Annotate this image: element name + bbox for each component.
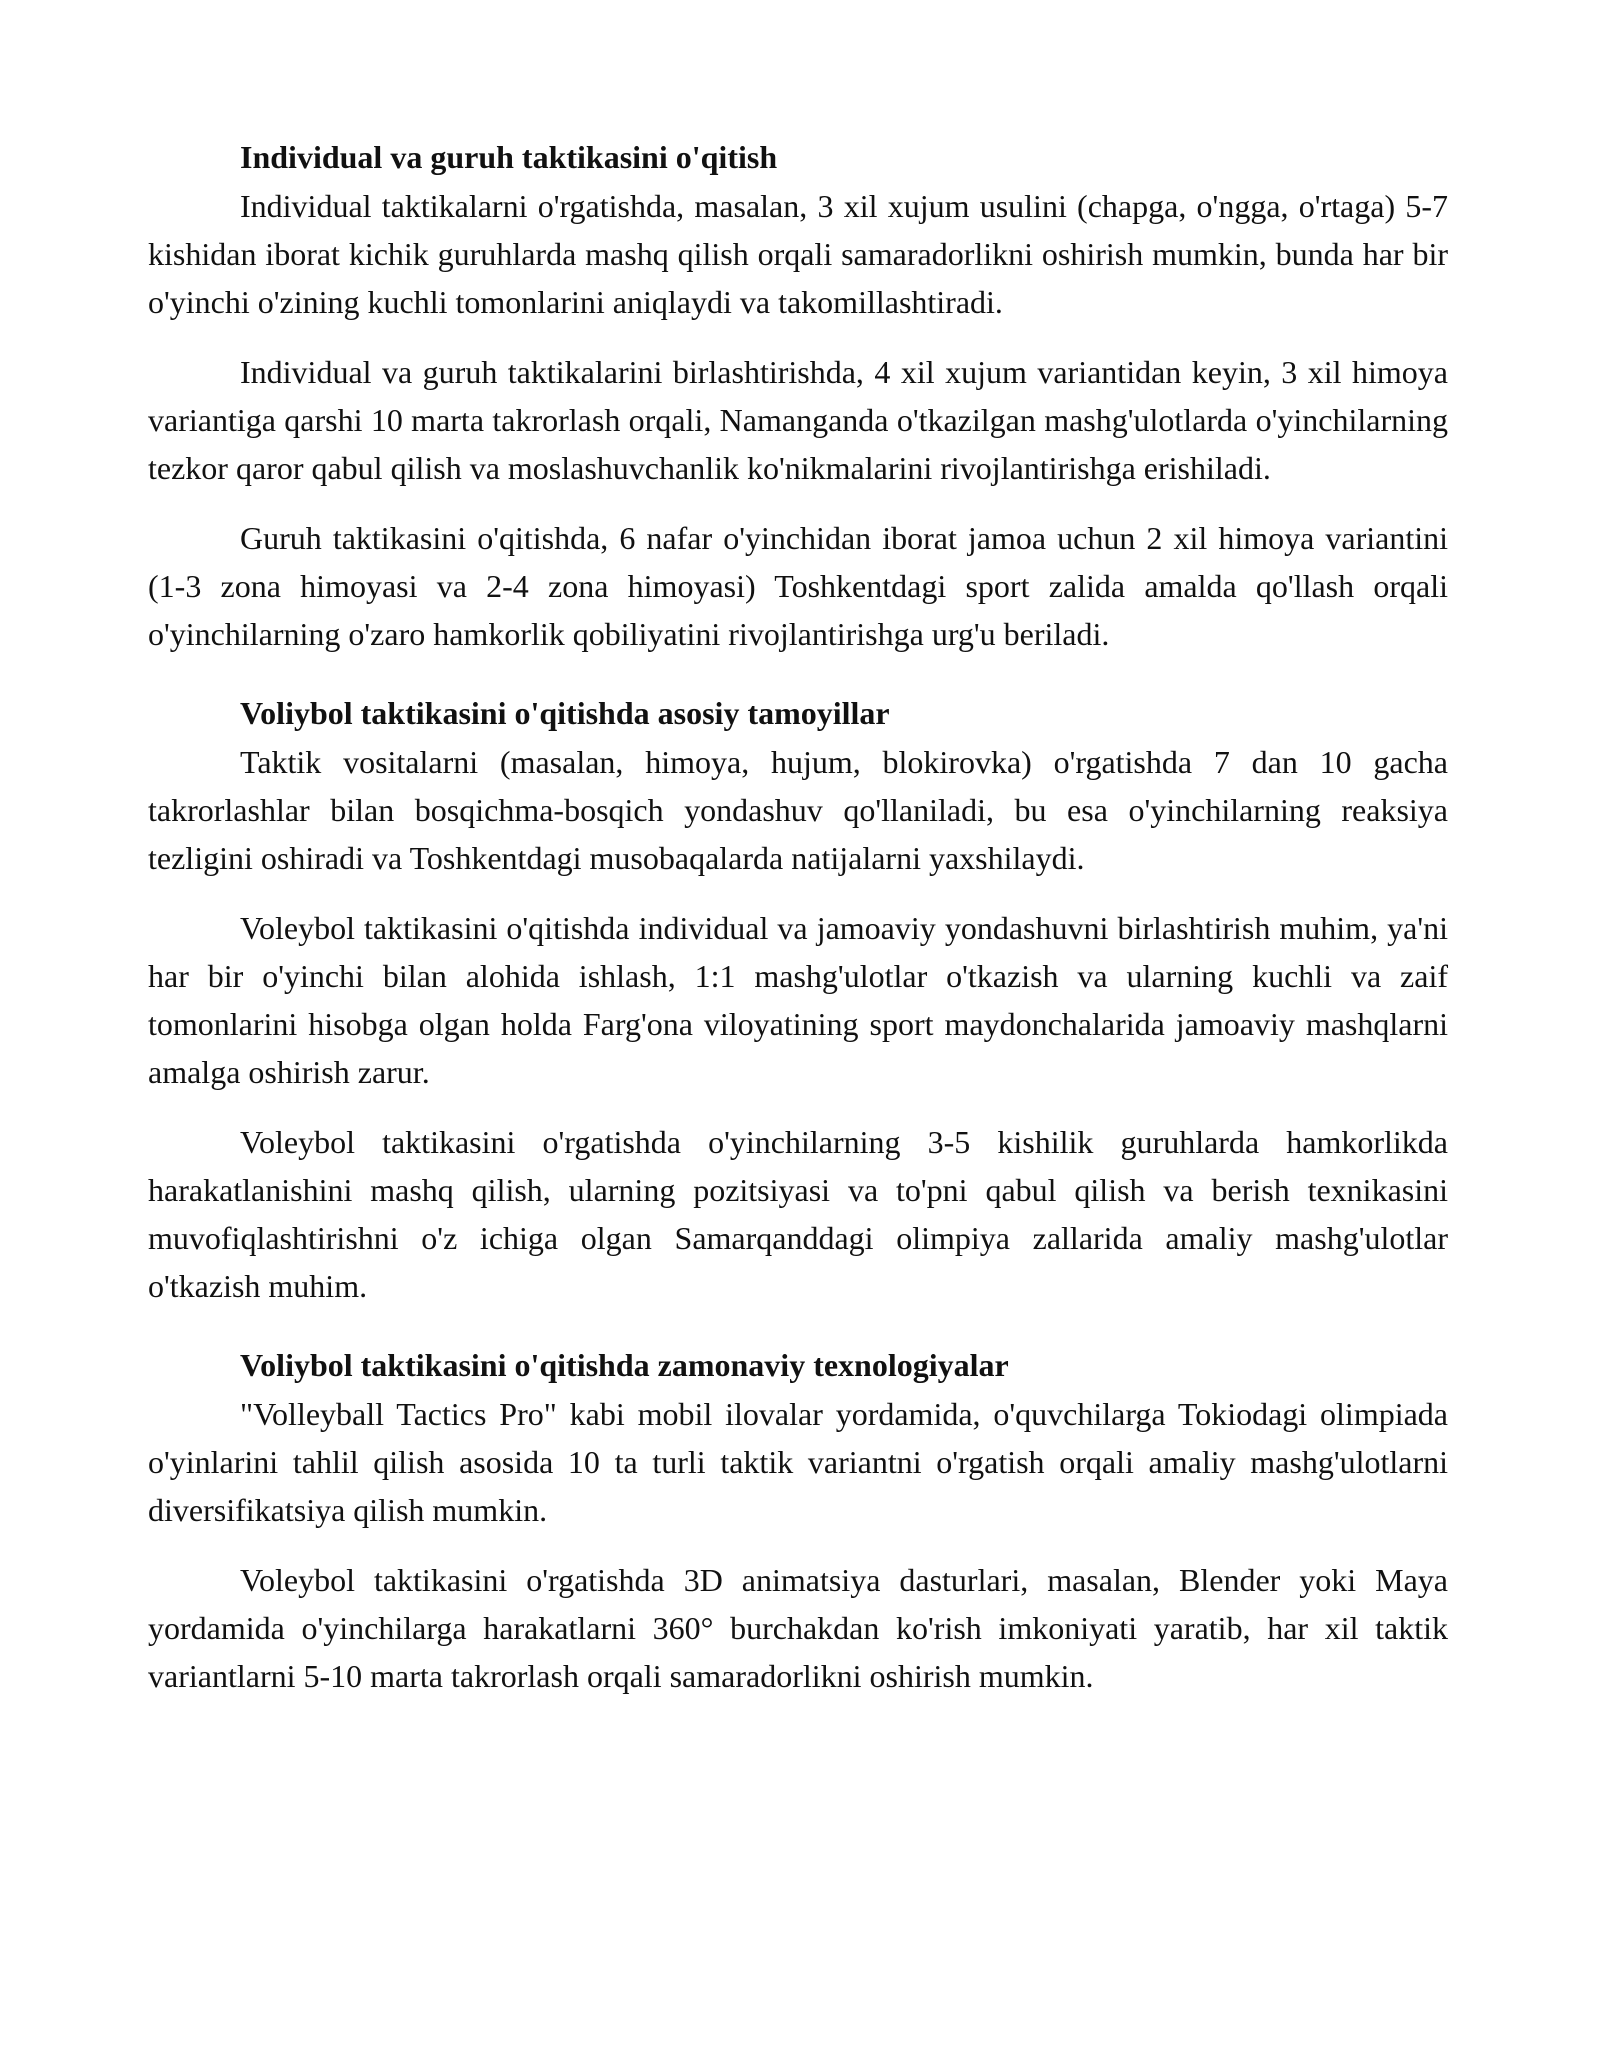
section-heading: Voliybol taktikasini o'qitishda zamonaviy texnologiyalar	[240, 1347, 1009, 1383]
paragraph: Individual taktikalarni o'rgatishda, masalan, 3 xil xujum usulini (chapga, o'ngga, o'rtaga) 5-7 kishidan iborat kichik guruhlarda mashq qilish orqali samaradorlikni oshirish mumkin, bunda har bir o'yinchi o'zining kuchli tomonlarini aniqlaydi va takomillashtiradi.	[148, 188, 1448, 320]
paragraph: "Volleyball Tactics Pro" kabi mobil ilovalar yordamida, o'quvchilarga Tokiodagi olimpiada o'yinlarini tahlil qilish asosida 10 ta turli taktik variantni o'rgatish orqali amaliy mashg'ulotlarni diversifikatsiya qilish mumkin.	[148, 1396, 1448, 1528]
paragraph: Individual va guruh taktikalarini birlashtirishda, 4 xil xujum variantidan keyin, 3 xil himoya variantiga qarshi 10 marta takrorlash orqali, Namanganda o'tkazilgan mashg'ulotlarda o'yinchilarning tezkor qaror qabul qilish va moslashuvchanlik ko'nikmalarini rivojlantirishga erishiladi.	[148, 354, 1448, 486]
paragraph: Guruh taktikasini o'qitishda, 6 nafar o'yinchidan iborat jamoa uchun 2 xil himoya variantini (1-3 zona himoyasi va 2-4 zona himoyasi) Toshkentdagi sport zalida amalda qo'llash orqali o'yinchilarning o'zaro hamkorlik qobiliyatini rivojlantirishga urg'u beriladi.	[148, 520, 1448, 652]
paragraph: Voleybol taktikasini o'rgatishda 3D animatsiya dasturlari, masalan, Blender yoki Maya yordamida o'yinchilarga harakatlarni 360° burchakdan ko'rish imkoniyati yaratib, har xil taktik variantlarni 5-10 marta takrorlash orqali samaradorlikni oshirish mumkin.	[148, 1562, 1448, 1694]
section-heading: Individual va guruh taktikasini o'qitish	[240, 139, 778, 175]
paragraph: Voleybol taktikasini o'qitishda individual va jamoaviy yondashuvni birlashtirish muhim, ya'ni har bir o'yinchi bilan alohida ishlash, 1:1 mashg'ulotlar o'tkazish va ularning kuchli va zaif tomonlarini hisobga olgan holda Farg'ona viloyatining sport maydonchalarida jamoaviy mashqlarni amalga oshirish zarur.	[148, 910, 1448, 1090]
paragraph: Voleybol taktikasini o'rgatishda o'yinchilarning 3-5 kishilik guruhlarda hamkorlikda harakatlanishini mashq qilish, ularning pozitsiyasi va to'pni qabul qilish va berish texnikasini muvofiqlashtirishni o'z ichiga olgan Samarqanddagi olimpiya zallarida amaliy mashg'ulotlar o'tkazish muhim.	[148, 1124, 1448, 1304]
paragraph: Taktik vositalarni (masalan, himoya, hujum, blokirovka) o'rgatishda 7 dan 10 gacha takrorlashlar bilan bosqichma-bosqich yondashuv qo'llaniladi, bu esa o'yinchilarning reaksiya tezligini oshiradi va Toshkentdagi musobaqalarda natijalarni yaxshilaydi.	[148, 744, 1448, 876]
document-page	[148, 132, 1448, 1700]
section-heading: Voliybol taktikasini o'qitishda asosiy tamoyillar	[240, 695, 890, 731]
